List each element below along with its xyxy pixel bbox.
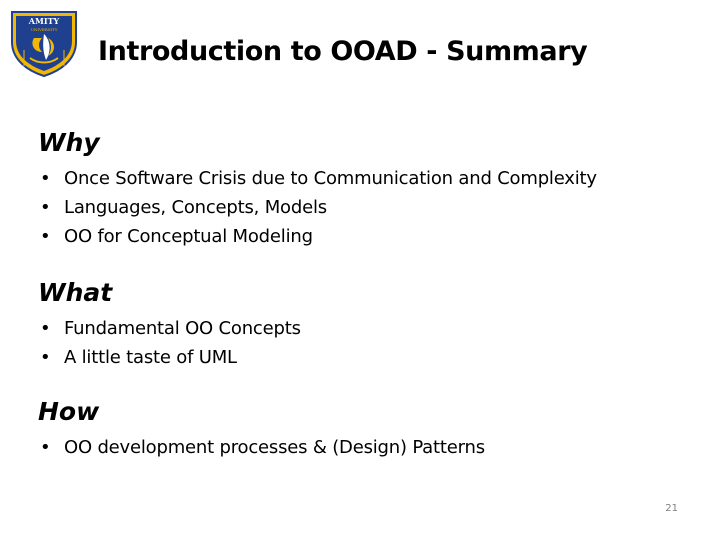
bullet-icon: • <box>40 347 51 368</box>
bullet-icon: • <box>40 226 51 247</box>
bullet-list-how <box>38 433 698 462</box>
amity-university-crest-icon <box>8 8 80 78</box>
list-item <box>38 222 698 251</box>
section-heading-why: Why <box>38 128 100 157</box>
list-item <box>38 314 698 343</box>
bullet-list-what <box>38 314 698 372</box>
section-why <box>38 130 698 251</box>
bullet-text: OO for Conceptual Modeling <box>64 226 313 247</box>
logo-brand-text: AMITY <box>28 16 60 26</box>
list-item <box>38 193 698 222</box>
list-item <box>38 164 698 193</box>
section-heading-what: What <box>38 278 113 307</box>
bullet-icon: • <box>40 437 51 458</box>
amity-university-logo <box>8 8 80 78</box>
bullet-text: A little taste of UML <box>64 347 237 368</box>
bullet-text: Once Software Crisis due to Communication and Complexity <box>64 168 597 189</box>
list-item <box>38 433 698 462</box>
bullet-text: Languages, Concepts, Models <box>64 197 327 218</box>
list-item <box>38 343 698 372</box>
bullet-text: OO development processes & (Design) Patterns <box>64 437 485 458</box>
bullet-text: Fundamental OO Concepts <box>64 318 301 339</box>
bullet-icon: • <box>40 197 51 218</box>
section-heading-how: How <box>38 397 100 426</box>
page-number: 21 <box>665 503 678 514</box>
section-what <box>38 280 698 372</box>
bullet-icon: • <box>40 168 51 189</box>
slide-title: Introduction to OOAD - Summary <box>98 36 588 67</box>
bullet-list-why <box>38 164 698 251</box>
bullet-icon: • <box>40 318 51 339</box>
logo-sub-text: UNIVERSITY <box>30 27 58 32</box>
section-how <box>38 399 698 462</box>
